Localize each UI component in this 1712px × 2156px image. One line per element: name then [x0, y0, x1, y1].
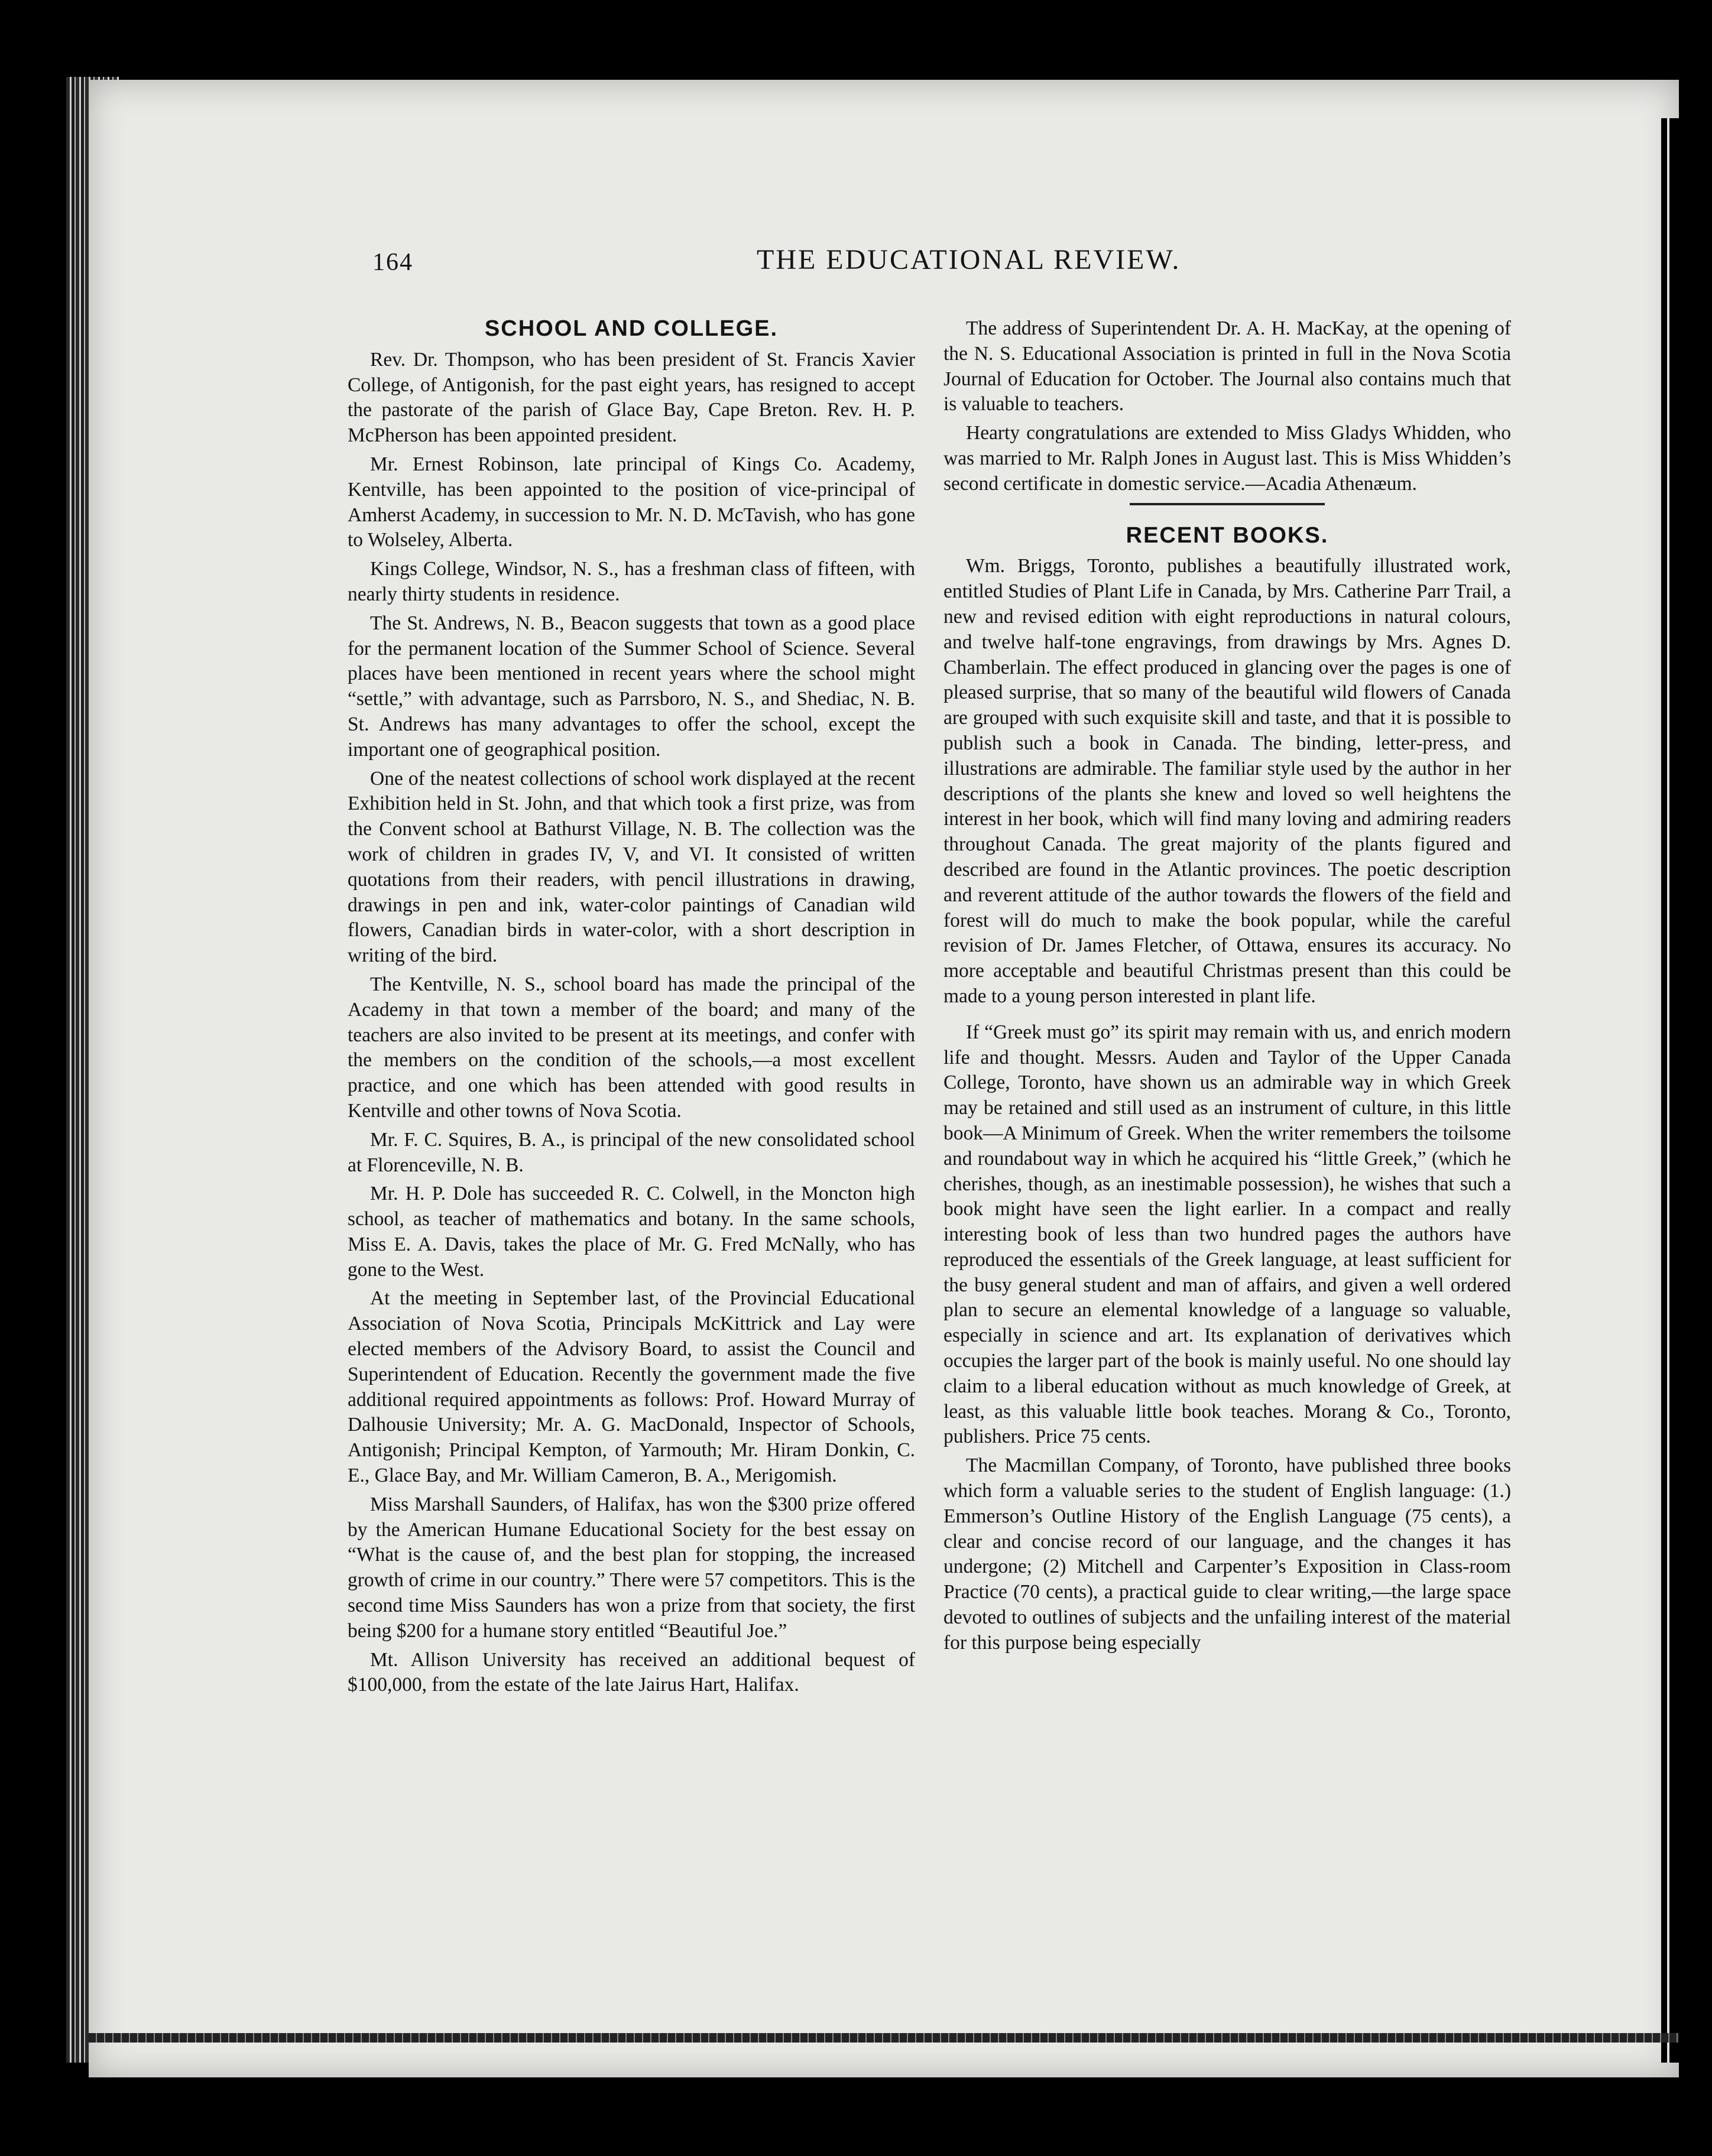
paragraph: One of the neatest collections of school work displayed at the recent Exhibition held in St. John, and that which took a first prize, was from the Convent school at Bathurst Village, N. B. The collection was the work of children in grades IV, V, and VI. It consisted of written quotations from their readers, with pencil illustrations in drawing, drawings in pen and ink, water-color paintings of Canadian wild flowers, Canadian birds in water-color, with a short description in writing of the bird.: [348, 767, 915, 967]
paragraph: Miss Marshall Saunders, of Halifax, has won the $300 prize offered by the American Humane Educational Society for the best essay on “What is the cause of, and the best plan for stopping, the increased growth of crime in our country.” There were 57 competitors. This is the second time Miss Saunders has won a prize from that society, the first being $200 for a humane story entitled “Beautiful Joe.”: [348, 1493, 915, 1642]
paragraph: Rev. Dr. Thompson, who has been president of St. Francis Xavier College, of Antigonish, for the past eight years, has resigned to accept the pastorate of the parish of Glace Bay, Cape Breton. Rev. H. P. McPherson has been appointed president.: [348, 348, 915, 447]
section-heading-school-and-college: SCHOOL AND COLLEGE.: [484, 316, 779, 341]
paragraph: Mt. Allison University has received an additional bequest of $100,000, from the estate of the late Jairus Hart, Halifax.: [348, 1648, 915, 1696]
right-column: [943, 316, 1511, 1656]
paragraph: Mr. Ernest Robinson, late principal of Kings Co. Academy, Kentville, has been appointed to the position of vice-principal of Amherst Academy, in succession to Mr. N. D. McTavish, who has gone to Wolseley, Alberta.: [348, 453, 915, 551]
paragraph-gap: [943, 1009, 1511, 1020]
page-number: 164: [372, 249, 413, 276]
paragraph: At the meeting in September last, of the Provincial Educational Association of Nova Scotia, Principals McKittrick and Lay were elected members of the Advisory Board, to assist the Council and Superintendent of Education. Recently the government made the five additional required appointments as follows: Prof. Howard Murray of Dalhousie University; Mr. A. G. MacDonald, Inspector of Schools, Antigonish; Principal Kempton, of Yarmouth; Mr. Hiram Donkin, C. E., Glace Bay, and Mr. William Cameron, B. A., Merigomish.: [348, 1287, 915, 1487]
section-heading-recent-books: RECENT BOOKS.: [1126, 522, 1329, 548]
page-header: [372, 244, 1555, 284]
running-title: THE EDUCATIONAL REVIEW.: [757, 244, 1181, 275]
paragraph: Hearty congratulations are extended to Miss Gladys Whidden, who was married to Mr. Ralph Jones in August last. This is Miss Whidden’s second certificate in domestic service.—Acadia Athenæum.: [943, 422, 1511, 495]
paragraph: Wm. Briggs, Toronto, publishes a beautifully illustrated work, entitled Studies of Plant Life in Canada, by Mrs. Catherine Parr Trail, a new and revised edition with eight reproductions in natural colours, and twelve half-tone engravings, from drawings by Mrs. Agnes D. Chamberlain. The effect produced in glancing over the pages is one of pleased surprise, that so many of the beautiful wild flowers of Canada are grouped with such exquisite skill and taste, and that it is possible to publish such a book in Canada. The binding, letter-press, and illustrations are admirable. The familiar style used by the author in her descriptions of the plants she knew and loved so well heightens the interest in her book, which will find many loving and admiring readers throughout Canada. The great majority of the plants figured and described are found in the Atlantic provinces. The poetic description and reverent attitude of the author towards the flowers of the field and forest will do much to make the book popular, while the careful revision of Dr. James Fletcher, of Ottawa, ensures its accuracy. No more acceptable and beautiful Christmas present than this could be made to a young person interested in plant life.: [943, 555, 1511, 1007]
paragraph: Mr. F. C. Squires, B. A., is principal of the new consolidated school at Florenceville, N. B.: [348, 1128, 915, 1176]
paragraph: If “Greek must go” its spirit may remain with us, and enrich modern life and thought. Messrs. Auden and Taylor of the Upper Canada College, Toronto, have shown us an admirable way in which Greek may be retained and still used as an instrument of culture, in this little book—A Minimum of Greek. When the writer remembers the toilsome and roundabout way in which he acquired his “little Greek,” (which he cherishes, though, as an inestimable possession), he wishes that such a book might have seen the light earlier. In a compact and really interesting book of less than two hundred pages the authors have reproduced the essentials of the Greek language, at least sufficient for the busy general student and man of affairs, and given a well ordered plan to secure an elemental knowledge of a language so valuable, especially in science and art. Its explanation of derivatives which occupies the larger part of the book is mainly useful. No one should lay claim to a liberal education without as much knowledge of Greek, at least, as this valuable little book teaches. Morang & Co., Toronto, publishers. Price 75 cents.: [943, 1021, 1511, 1448]
paragraph: Mr. H. P. Dole has succeeded R. C. Colwell, in the Moncton high school, as teacher of mathematics and botany. In the same schools, Miss E. A. Davis, takes the place of Mr. G. Fred McNally, who has gone to the West.: [348, 1183, 915, 1281]
page-right-edge: [1661, 118, 1712, 2063]
section-divider: [1130, 503, 1325, 505]
paragraph: The Kentville, N. S., school board has made the principal of the Academy in that town a member of the board; and many of the teachers are also invited to be present at its meetings, and confer with the members on the condition of the schools,—a most excellent practice, and one which has been attended with good results in Kentville and other towns of Nova Scotia.: [348, 973, 915, 1122]
paragraph: The St. Andrews, N. B., Beacon suggests that town as a good place for the permanent location of the Summer School of Science. Several places have been mentioned in recent years where the school might “settle,” with advantage, such as Parrsboro, N. S., and Shediac, N. B. St. Andrews has many advantages to offer the school, except the important one of geographical position.: [348, 612, 915, 761]
paragraph: The address of Superintendent Dr. A. H. MacKay, at the opening of the N. S. Educational Association is printed in full in the Nova Scotia Journal of Education for October. The Journal also contains much that is valuable to teachers.: [943, 317, 1511, 415]
left-column: [348, 316, 915, 1698]
page-bottom-edge: [89, 2033, 1679, 2043]
paragraph: Kings College, Windsor, N. S., has a freshman class of fifteen, with nearly thirty students in residence.: [348, 558, 915, 605]
paragraph: The Macmillan Company, of Toronto, have published three books which form a valuable series to the student of English language: (1.) Emmerson’s Outline History of the English Language (75 cents), a clear and concise record of our language, and the changes it has undergone; (2) Mitchell and Carpenter’s Exposition in Class-room Practice (70 cents), a practical guide to clear writing,—the large space devoted to outlines of subjects and the unfailing interest of the material for this purpose being especially: [943, 1454, 1511, 1654]
